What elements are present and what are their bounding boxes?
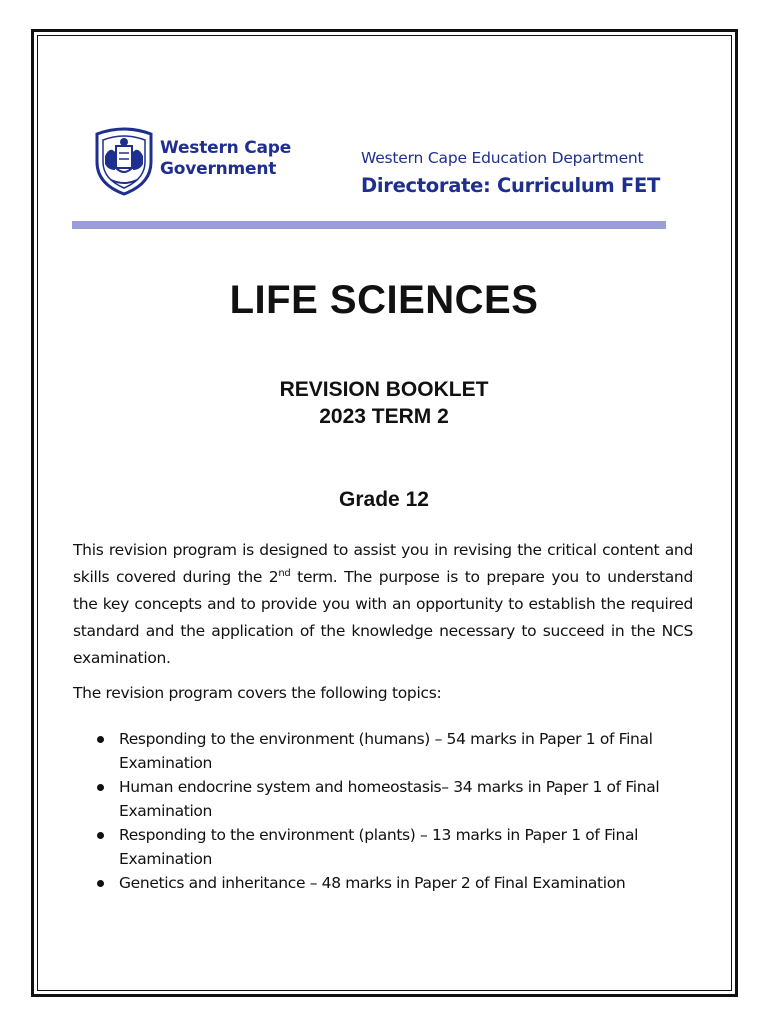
department-name: Western Cape Education Department xyxy=(361,149,644,167)
bullet-icon xyxy=(97,784,104,791)
list-item xyxy=(97,727,695,775)
government-name-line1: Western Cape xyxy=(160,138,292,158)
list-item xyxy=(97,775,695,823)
bullet-icon xyxy=(97,880,104,887)
intro-superscript: nd xyxy=(278,567,291,579)
coat-of-arms-logo-icon xyxy=(91,126,157,196)
list-item xyxy=(97,871,695,895)
subtitle-line2: 2023 TERM 2 xyxy=(319,405,449,428)
document-subtitle xyxy=(0,376,768,430)
government-name-line2: Government xyxy=(160,159,277,179)
intro-paragraph xyxy=(73,537,693,672)
bullet-icon xyxy=(97,736,104,743)
subtitle-line1: REVISION BOOKLET xyxy=(279,378,489,401)
intro-text-part2: term. The purpose is to prepare you to understand the key concepts and to provide you with an opportunity to establish the required standard and the application of the knowledge necessary to succeed in the NCS examination. xyxy=(73,568,693,667)
topics-intro: The revision program covers the following topics: xyxy=(73,684,442,702)
government-name xyxy=(160,138,291,180)
bullet-icon xyxy=(97,832,104,839)
topics-list xyxy=(97,727,695,895)
topic-text: Human endocrine system and homeostasis– 34 marks in Paper 1 of Final Examination xyxy=(119,778,660,820)
topic-text: Responding to the environment (plants) – 13 marks in Paper 1 of Final Examination xyxy=(119,826,639,868)
directorate-name: Directorate: Curriculum FET xyxy=(361,174,660,197)
grade-heading: Grade 12 xyxy=(339,488,429,511)
header-divider xyxy=(72,221,666,229)
document-title: LIFE SCIENCES xyxy=(229,278,539,322)
list-item xyxy=(97,823,695,871)
topic-text: Genetics and inheritance – 48 marks in Paper 2 of Final Examination xyxy=(119,874,626,892)
topic-text: Responding to the environment (humans) – 54 marks in Paper 1 of Final Examination xyxy=(119,730,653,772)
intro-text-part1: This revision program is designed to assist you in revising the critical content and skills covered during the 2 xyxy=(73,541,693,586)
